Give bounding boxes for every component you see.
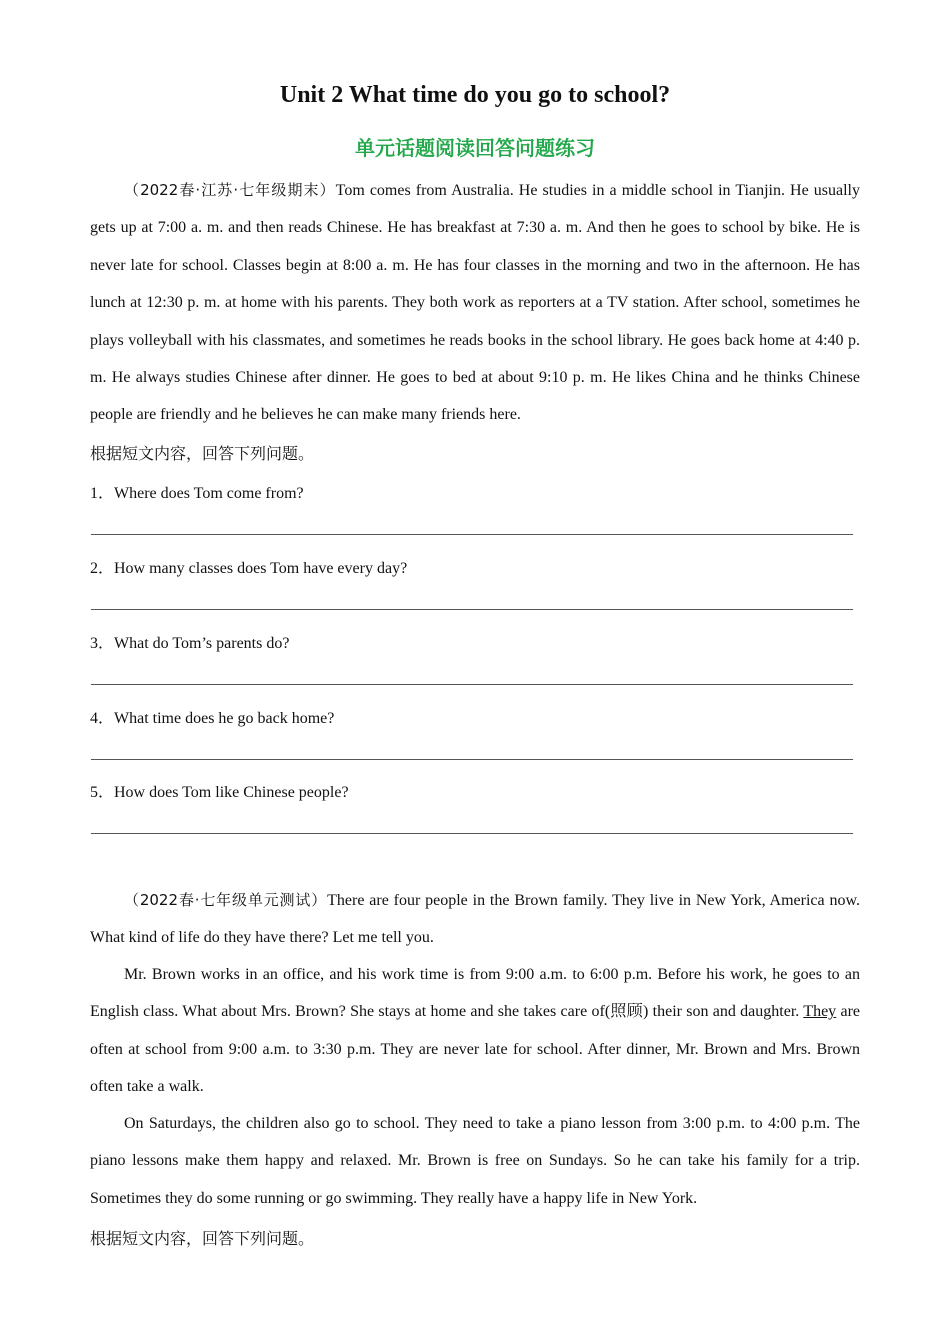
- question-5: 5．How does Tom like Chinese people?: [90, 784, 349, 801]
- answer-line-5[interactable]: [91, 833, 853, 834]
- underlined-word-they: They: [803, 1003, 837, 1021]
- passage-1-source: （2022春·江苏·七年级期末）: [124, 181, 336, 199]
- answer-line-4[interactable]: [91, 759, 853, 760]
- passage-2-source: （2022春·七年级单元测试）: [124, 891, 328, 909]
- passage-1-text: Tom comes from Australia. He studies in a middle school in Tianjin. He usually gets up at 7:00 a. m. and then reads Chinese. He has breakfast at 7:30 a. m. And then he goes to school by bike. He is never late for school. Classes begin at 8:00 a. m. He has four classes in the morning and two in the afternoon. He has lunch at 12:30 p. m. at home with his parents. They both work as reporters at a TV station. After school, sometimes he plays volleyball with his classmates, and sometimes he reads books in the school library. He goes back home at 4:40 p. m. He always studies Chinese after dinner. He goes to bed at about 9:10 p. m. He likes China and he thinks Chinese people are friendly and he believes he can make many friends here.: [90, 182, 860, 424]
- page-title: Unit 2 What time do you go to school?: [279, 82, 671, 108]
- question-3: 3．What do Tom’s parents do?: [90, 635, 290, 652]
- question-1: 1．Where does Tom come from?: [90, 485, 304, 502]
- answer-line-2[interactable]: [91, 609, 853, 610]
- passage-2-p1-text: There are four people in the Brown family. They live in New York, America now. What kind of life do they have there? Let me tell you.: [90, 892, 861, 947]
- passage-2-paragraph-3: On Saturdays, the children also go to school. They need to take a piano lesson from 3:00 p.m. to 4:00 p.m. The piano lessons make them happy and relaxed. Mr. Brown is free on Sundays. So he can take his family for a trip. Sometimes they do some running or go swimming. They really have a happy life in New York.: [90, 1115, 860, 1207]
- passage-2-paragraph-2: [90, 956, 860, 1106]
- passage-1-instruction: 根据短文内容，回答下列问题。: [90, 444, 315, 463]
- page-subtitle: 单元话题阅读回答问题练习: [355, 136, 595, 160]
- question-4: 4．What time does he go back home?: [90, 710, 335, 727]
- answer-line-3[interactable]: [91, 684, 853, 685]
- passage-2-instruction: 根据短文内容，回答下列问题。: [90, 1229, 315, 1248]
- passage-2-p2-text-a: Mr. Brown works in an office, and his work time is from 9:00 a.m. to 6:00 p.m. Before his work, he goes to an English class. What about Mrs. Brown? She stays at home and she takes care of(照顾) their son and daughter.: [90, 966, 860, 1021]
- question-2: 2．How many classes does Tom have every day?: [90, 560, 408, 577]
- answer-line-1[interactable]: [91, 534, 853, 535]
- passage-2-p2-text-b: are often at school from 9:00 a.m. to 3:30 p.m. They are never late for school. After dinner, Mr. Brown and Mrs. Brown often take a walk.: [90, 1003, 860, 1096]
- passage-2-paragraph-1: [90, 882, 860, 957]
- passage-1: [90, 172, 860, 434]
